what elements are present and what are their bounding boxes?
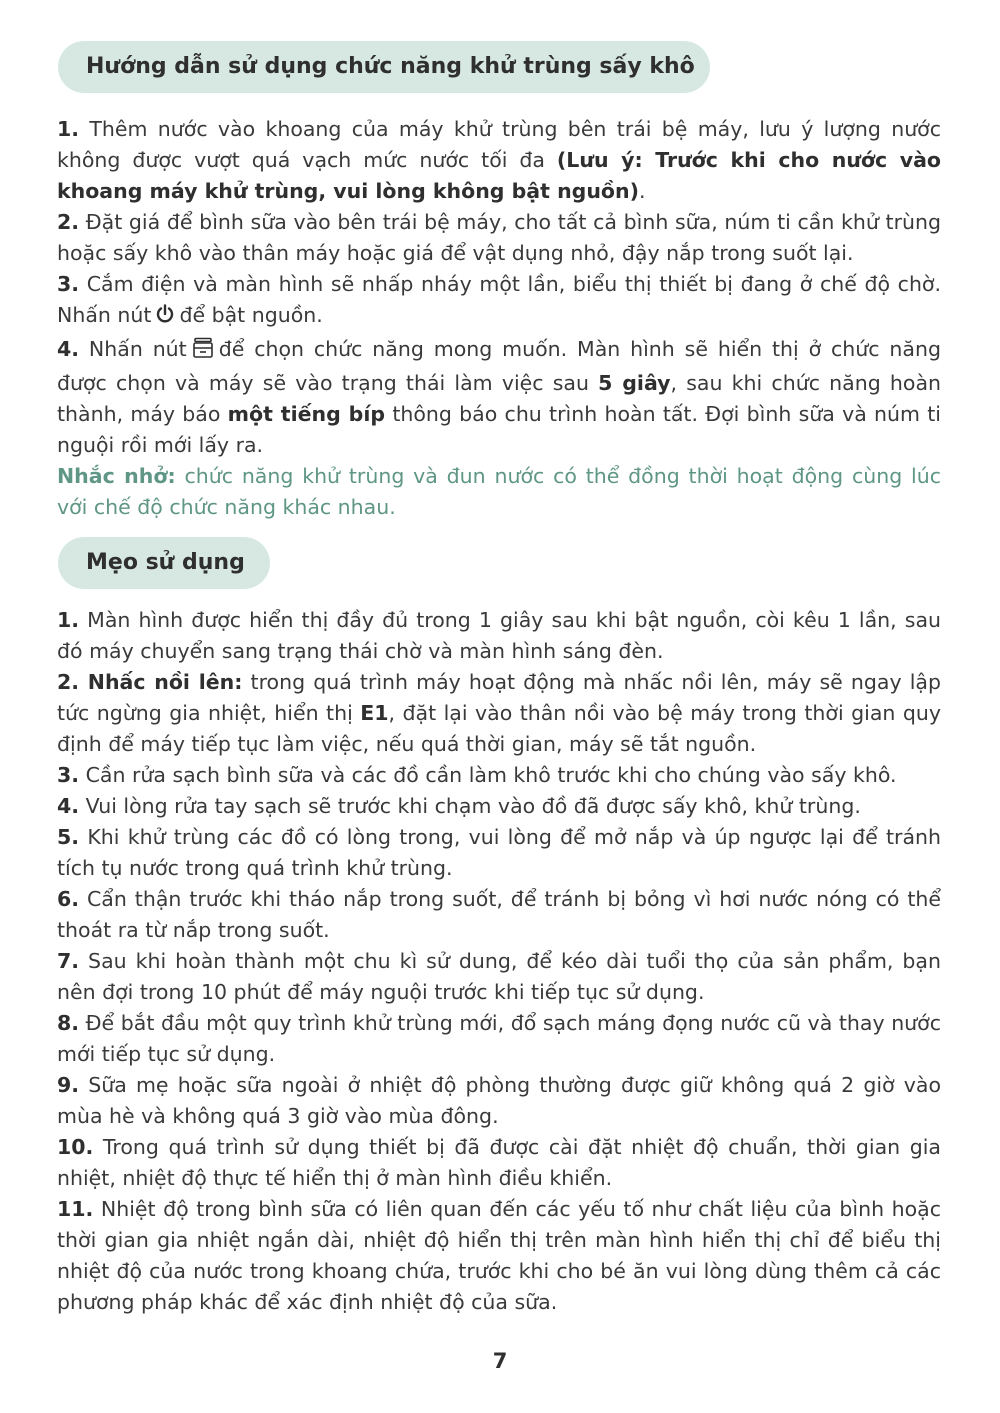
error-code: E1 <box>360 701 389 725</box>
page-number: 7 <box>492 1349 508 1373</box>
tip-text: Khi khử trùng các đồ có lòng trong, vui lòng để mở nắp và úp ngược lại để tránh tích tụ nước trong quá trình khử trùng. <box>57 825 941 880</box>
step-text: , sau khi chức năng hoàn thành, máy báo <box>57 371 942 426</box>
section-tips-body <box>57 605 941 1318</box>
tip-number: 11. <box>57 1197 94 1221</box>
tip-number: 5. <box>57 825 80 849</box>
tip-number: 9. <box>57 1073 80 1097</box>
tip-number: 7. <box>57 949 80 973</box>
tip-4 <box>57 791 941 822</box>
reminder-note <box>57 461 941 523</box>
step-text: Nhấn nút <box>79 337 187 361</box>
tip-number: 10. <box>57 1135 94 1159</box>
tip-text: Cẩn thận trước khi tháo nắp trong suốt, để tránh bị bỏng vì hơi nước nóng có thể thoát ra từ nắp trong suốt. <box>57 887 941 942</box>
step-4 <box>57 334 941 461</box>
section-sterilize-dry-body <box>57 114 941 523</box>
tip-10 <box>57 1132 941 1194</box>
step-3 <box>57 269 941 334</box>
step-text: thông báo chu trình hoàn tất. Đợi bình sữa và núm ti nguội rồi mới lấy ra. <box>57 402 941 457</box>
step-1 <box>57 114 941 207</box>
step-2 <box>57 207 941 269</box>
tip-3 <box>57 760 941 791</box>
tip-text: , đặt lại vào thân nồi vào bệ máy trong thời gian quy định để máy tiếp tục làm việc, nếu quá thời gian, máy sẽ tắt nguồn. <box>57 701 941 756</box>
tip-text: Màn hình được hiển thị đầy đủ trong 1 giây sau khi bật nguồn, còi kêu 1 lần, sau đó máy chuyển sang trạng thái chờ và màn hình sáng đèn. <box>57 608 941 663</box>
reminder-text: chức năng khử trùng và đun nước có thể đồng thời hoạt động cùng lúc với chế độ chức năng khác nhau. <box>57 464 942 519</box>
step-warning: (Lưu ý: Trước khi cho nước vào khoang máy khử trùng, vui lòng không bật nguồn) <box>57 148 941 203</box>
tip-11 <box>57 1194 941 1318</box>
tip-7 <box>57 946 941 1008</box>
step-text: . <box>638 179 646 203</box>
tip-text: Sữa mẹ hoặc sữa ngoài ở nhiệt độ phòng thường được giữ không quá 2 giờ vào mùa hè và không quá 3 giờ vào mùa đông. <box>57 1073 941 1128</box>
tip-text: Để bắt đầu một quy trình khử trùng mới, đổ sạch máng đọng nước cũ và thay nước mới tiếp tục sử dụng. <box>57 1011 941 1066</box>
tip-number: 8. <box>57 1011 80 1035</box>
step-number: 3. <box>57 272 80 296</box>
step-text: Cắm điện và màn hình sẽ nhấp nháy một lần, biểu thị thiết bị đang ở chế độ chờ. Nhấn nút <box>57 272 941 327</box>
tip-text: Sau khi hoàn thành một chu kì sử dung, để kéo dài tuổi thọ của sản phẩm, bạn nên đợi trong 10 phút để máy nguội trước khi tiếp tục sử dụng. <box>57 949 941 1004</box>
step-number: 1. <box>57 117 80 141</box>
tip-1 <box>57 605 941 667</box>
section-heading-tips: Mẹo sử dụng <box>58 537 270 589</box>
tip-text: Trong quá trình sử dụng thiết bị đã được cài đặt nhiệt độ chuẩn, thời gian gia nhiệt, nhiệt độ thực tế hiển thị ở màn hình điều khiển. <box>57 1135 941 1190</box>
tip-text: Cần rửa sạch bình sữa và các đồ cần làm khô trước khi cho chúng vào sấy khô. <box>79 763 897 787</box>
section-heading-sterilize-dry: Hướng dẫn sử dụng chức năng khử trùng sấy khô <box>58 41 710 93</box>
step-emphasis: một tiếng bíp <box>227 402 386 426</box>
tip-number: 3. <box>57 763 80 787</box>
tip-5 <box>57 822 941 884</box>
tip-number: 6. <box>57 887 80 911</box>
step-text: để chọn chức năng mong muốn. Màn hình sẽ hiển thị ở chức năng được chọn và máy sẽ vào trạng thái làm việc sau <box>57 337 941 395</box>
tip-number: 2. Nhấc nồi lên: <box>57 670 243 694</box>
tip-8 <box>57 1008 941 1070</box>
tip-6 <box>57 884 941 946</box>
step-text: Thêm nước vào khoang của máy khử trùng bên trái bệ máy, lưu ý lượng nước không được vượt quá vạch mức nước tối đa <box>57 117 941 172</box>
step-text: Đặt giá để bình sữa vào bên trái bệ máy, cho tất cả bình sữa, núm ti cần khử trùng hoặc sấy khô vào thân máy hoặc giá để vật dụng nhỏ, đậy nắp trong suốt lại. <box>57 210 941 265</box>
reminder-label: Nhắc nhở: <box>57 464 176 488</box>
step-emphasis: 5 giây <box>598 371 671 395</box>
power-icon <box>154 303 176 334</box>
tip-number: 4. <box>57 794 80 818</box>
tip-text: trong quá trình máy hoạt động mà nhấc nồi lên, máy sẽ ngay lập tức ngừng gia nhiệt, hiển thị <box>57 670 941 725</box>
tip-2 <box>57 667 941 760</box>
tip-number: 1. <box>57 608 80 632</box>
tip-text: Nhiệt độ trong bình sữa có liên quan đến các yếu tố như chất liệu của bình hoặc thời gian gia nhiệt ngắn dài, nhiệt độ hiển thị trên màn hình hiển thị chỉ để biểu thị nhiệt độ của nước trong khoang chứa, trước khi cho bé ăn vui lòng dùng thêm cả các phương pháp khác để xác định nhiệt độ của sữa. <box>57 1197 941 1314</box>
function-icon <box>190 337 216 368</box>
tip-9 <box>57 1070 941 1132</box>
step-text: để bật nguồn. <box>179 303 323 327</box>
step-number: 4. <box>57 337 80 361</box>
step-number: 2. <box>57 210 80 234</box>
tip-text: Vui lòng rửa tay sạch sẽ trước khi chạm vào đồ đã được sấy khô, khử trùng. <box>79 794 861 818</box>
